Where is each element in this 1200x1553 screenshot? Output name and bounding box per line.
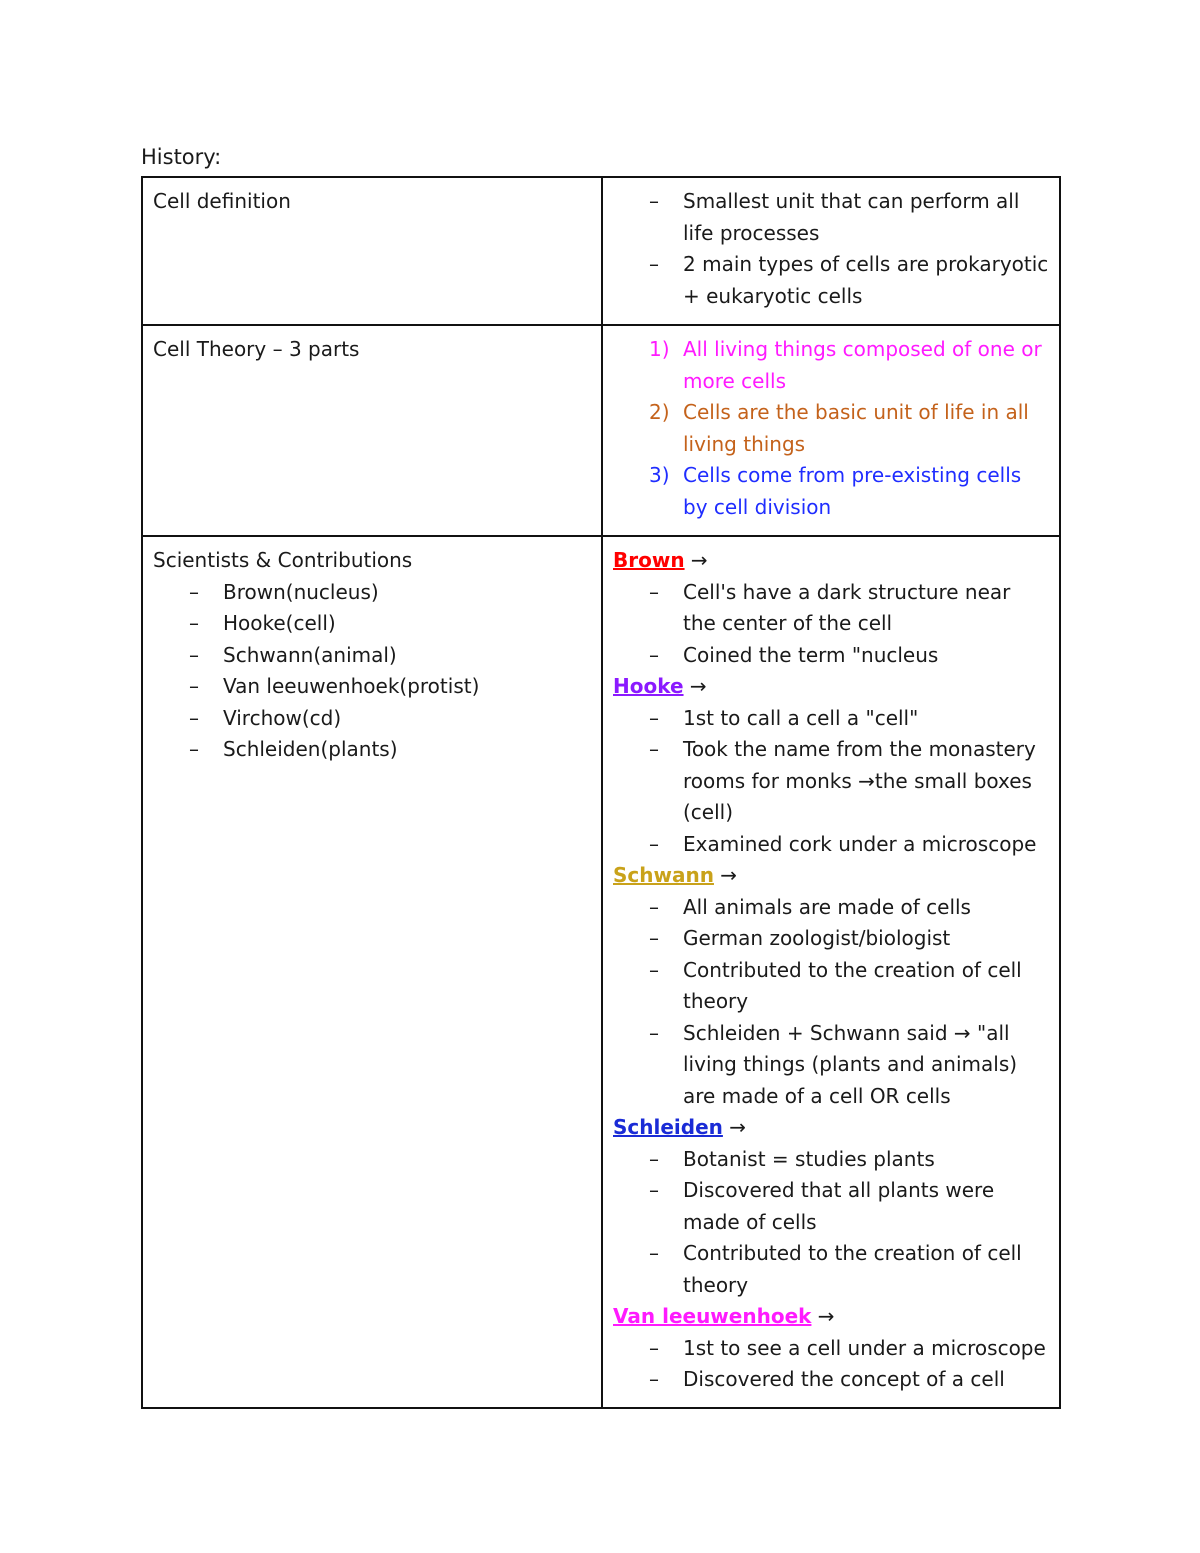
theory-item: [649, 460, 1049, 523]
scientist-points: [613, 577, 1049, 672]
row-label-cell-definition: [142, 177, 602, 325]
scientist-heading: [613, 1301, 1049, 1333]
scientist-points: [613, 892, 1049, 1113]
scientist-heading: [613, 860, 1049, 892]
scientist-index-list: [153, 577, 591, 766]
list-item: – All animals are made of cells: [649, 892, 1049, 924]
scientist-heading: [613, 671, 1049, 703]
theory-text: All living things composed of one or more cells: [683, 337, 1042, 393]
theory-item: [649, 334, 1049, 397]
row-label: Cell definition: [153, 189, 291, 213]
scientist-heading: [613, 1112, 1049, 1144]
scientist-details: [613, 545, 1049, 1396]
row-label: Scientists & Contributions: [153, 548, 413, 572]
table-row: [142, 325, 1060, 536]
scientist-name: Van leeuwenhoek: [613, 1304, 812, 1328]
scientist-index-item: – Hooke(cell): [189, 608, 591, 640]
arrow-icon: →: [713, 863, 738, 887]
theory-number: 2): [649, 400, 670, 424]
list-item: – Took the name from the monastery rooms for monks →the small boxes (cell): [649, 734, 1049, 829]
scientist-name: Brown: [613, 548, 685, 572]
scientist-index-item: – Schwann(animal): [189, 640, 591, 672]
table-row: [142, 536, 1060, 1408]
list-item: – Smallest unit that can perform all life processes: [649, 186, 1049, 249]
row-label: Cell Theory – 3 parts: [153, 337, 360, 361]
scientist-points: [613, 1144, 1049, 1302]
list-item: – Contributed to the creation of cell theory: [649, 1238, 1049, 1301]
table-row: [142, 177, 1060, 325]
scientist-index-item: – Schleiden(plants): [189, 734, 591, 766]
list-item: – Schleiden + Schwann said → "all living things (plants and animals) are made of a cell OR cells: [649, 1018, 1049, 1113]
list-item: – Coined the term "nucleus: [649, 640, 1049, 672]
list-item: – Botanist = studies plants: [649, 1144, 1049, 1176]
list-item: – Discovered the concept of a cell: [649, 1364, 1049, 1396]
theory-number: 1): [649, 337, 670, 361]
arrow-icon: →: [683, 674, 707, 698]
list-item: – Contributed to the creation of cell theory: [649, 955, 1049, 1018]
page-heading: History:: [141, 145, 222, 169]
row-content-cell-theory: [602, 325, 1060, 536]
theory-text: Cells are the basic unit of life in all living things: [683, 400, 1029, 456]
list-item: – 1st to see a cell under a microscope: [649, 1333, 1049, 1365]
scientist-name: Schwann: [613, 863, 714, 887]
history-table: [141, 176, 1061, 1409]
row-label-scientists: [142, 536, 602, 1408]
arrow-icon: →: [811, 1304, 835, 1328]
scientist-points: [613, 703, 1049, 861]
list-item: – 1st to call a cell a "cell": [649, 703, 1049, 735]
row-content-cell-definition: [602, 177, 1060, 325]
row-label-cell-theory: [142, 325, 602, 536]
scientist-name: Schleiden: [613, 1115, 723, 1139]
theory-item: [649, 397, 1049, 460]
row-content-scientists: [602, 536, 1060, 1408]
arrow-icon: →: [684, 548, 708, 572]
scientist-points: [613, 1333, 1049, 1396]
theory-list: [613, 334, 1049, 523]
definition-list: [613, 186, 1049, 312]
scientist-heading: [613, 545, 1049, 577]
list-item: – German zoologist/biologist: [649, 923, 1049, 955]
scientist-index-item: – Van leeuwenhoek(protist): [189, 671, 591, 703]
scientist-name: Hooke: [613, 674, 684, 698]
list-item: – Discovered that all plants were made of cells: [649, 1175, 1049, 1238]
arrow-icon: →: [722, 1115, 747, 1139]
list-item: – 2 main types of cells are prokaryotic + eukaryotic cells: [649, 249, 1049, 312]
list-item: – Examined cork under a microscope: [649, 829, 1049, 861]
scientist-index-item: – Brown(nucleus): [189, 577, 591, 609]
scientist-index-item: – Virchow(cd): [189, 703, 591, 735]
theory-text: Cells come from pre-existing cells by cell division: [683, 463, 1022, 519]
theory-number: 3): [649, 463, 670, 487]
list-item: – Cell's have a dark structure near the center of the cell: [649, 577, 1049, 640]
